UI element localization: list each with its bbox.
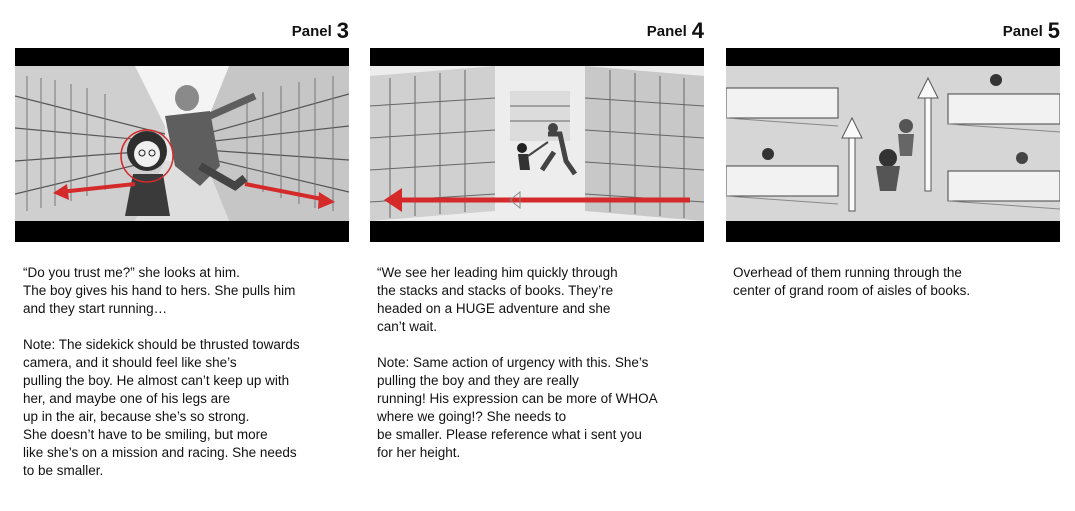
caption-line: for her height. [377,445,461,460]
panel-label: Panel [1002,23,1043,40]
caption-line: like she’s on a mission and racing. She needs [23,445,297,460]
caption-note [377,354,702,462]
caption-line: running! His expression can be more of WHOA [377,391,658,406]
overhead-room-sketch [726,66,1060,221]
caption-line: “We see her leading him quickly through [377,265,618,280]
caption-paragraph [23,264,347,318]
panel-number: 3 [336,18,349,43]
caption-line: Note: Same action of urgency with this. She’s [377,355,649,370]
caption-line: She doesn’t have to be smiling, but more [23,427,268,442]
panel-number: 5 [1047,18,1060,43]
panel-title [292,18,349,44]
caption-line: where we going!? She needs to [377,409,567,424]
panel-header [370,0,704,48]
storyboard-frame [15,48,349,242]
panel-label: Panel [646,23,687,40]
panel-caption [15,264,349,480]
panel-header [15,0,349,48]
caption-line: headed on a HUGE adventure and she [377,301,611,316]
caption-line: to be smaller. [23,463,104,478]
caption-line: camera, and it should feel like she’s [23,355,237,370]
caption-line: can’t wait. [377,319,438,334]
caption-line: “Do you trust me?” she looks at him. [23,265,240,280]
panel-title [647,18,704,44]
library-stacks-sketch [370,66,704,221]
panel-caption [726,264,1060,300]
panel-4 [370,0,704,462]
panel-title [1003,18,1060,44]
panel-caption [370,264,704,462]
panel-5 [726,0,1060,300]
caption-paragraph [733,264,1058,300]
panel-header [726,0,1060,48]
panel-number: 4 [691,18,704,43]
storyboard-frame [726,48,1060,242]
library-aisle-sketch [15,66,349,221]
caption-line: be smaller. Please reference what i sent you [377,427,642,442]
caption-line: pulling the boy and they are really [377,373,579,388]
caption-note [23,336,347,480]
caption-line: Note: The sidekick should be thrusted towards [23,337,300,352]
panel-label: Panel [291,23,332,40]
caption-paragraph [377,264,702,336]
caption-line: and they start running… [23,301,168,316]
caption-line: center of grand room of aisles of books. [733,283,971,298]
caption-line: Overhead of them running through the [733,265,962,280]
caption-line: her, and maybe one of his legs are [23,391,231,406]
caption-line: The boy gives his hand to hers. She pulls him [23,283,296,298]
caption-line: pulling the boy. He almost can’t keep up with [23,373,290,388]
caption-line: the stacks and stacks of books. They’re [377,283,614,298]
panel-3 [15,0,349,480]
caption-line: up in the air, because she’s so strong. [23,409,250,424]
storyboard-frame [370,48,704,242]
